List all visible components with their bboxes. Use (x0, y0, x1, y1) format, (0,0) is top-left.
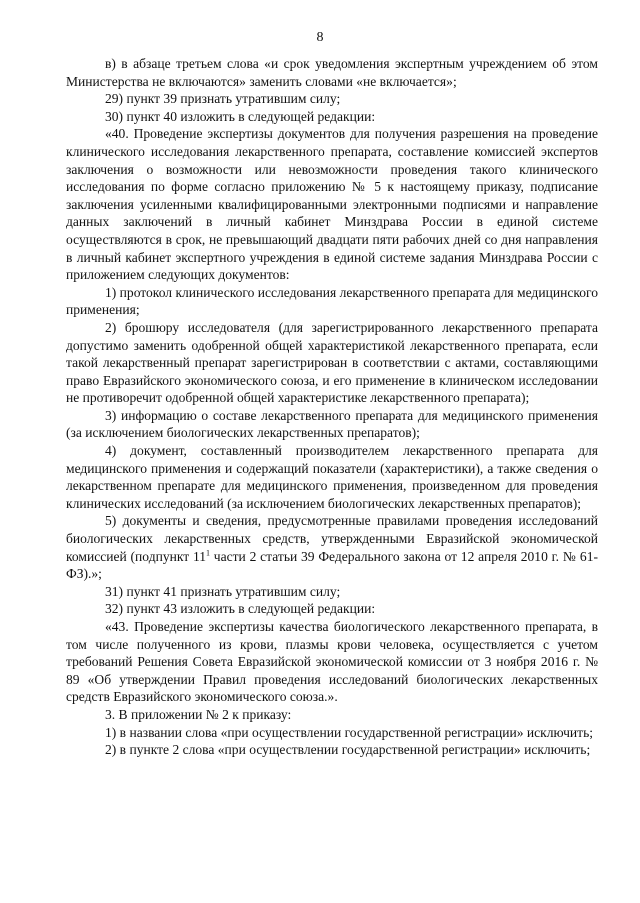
paragraph-section-3: 3. В приложении № 2 к приказу: (105, 706, 292, 722)
paragraph-item-30: 30) пункт 40 изложить в следующей редакции: (105, 108, 376, 124)
subitem-5-text-end: части 2 статьи 39 Федерального закона от 12 апреля 2010 г. № 61-ФЗ).»; (66, 548, 598, 582)
paragraph-section-3-item-2: 2) в пункте 2 слова «при осуществлении государственной регистрации» исключить; (105, 742, 591, 758)
paragraph-subitem-4: 4) документ, составленный производителем лекарственного препарата для медицинского применения и содержащий показатели (характеристики), а также сведения о лекарственном препарате для медицинского применения, произведенном для проведения клинических исследований (за исключением биологических лекарственных препаратов); (66, 443, 598, 511)
paragraph-item-32: 32) пункт 43 изложить в следующей редакции: (105, 601, 376, 617)
paragraph-item-31: 31) пункт 41 признать утратившим силу; (105, 583, 341, 599)
paragraph-subitem-5 (66, 512, 598, 582)
paragraph-section-3-item-1: 1) в названии слова «при осуществлении государственной регистрации» исключить; (105, 724, 594, 740)
page-number: 8 (316, 30, 324, 45)
paragraph-subitem-2: 2) брошюру исследователя (для зарегистрированного лекарственного препарата допустимо заменить одобренной общей характеристикой лекарственного препарата, если такой лекарственный препарат зарегистрирован в соответствии с актами, составляющими право Евразийского экономического союза, и его применение в клиническом исследовании не противоречит одобренной общей характеристике лекарственного препарата); (66, 319, 598, 406)
footnote-superscript: 1 (206, 548, 211, 558)
paragraph-subitem-3: 3) информацию о составе лекарственного препарата для медицинского применения (за исключением биологических лекарственных препаратов); (66, 407, 598, 441)
document-body (66, 55, 598, 759)
paragraph-subitem-1: 1) протокол клинического исследования лекарственного препарата для медицинского применения; (66, 284, 598, 318)
paragraph-item-29: 29) пункт 39 признать утратившим силу; (105, 91, 341, 107)
subitem-5-text-start: 5) документы и сведения, предусмотренные правилами проведения исследований биологических лекарственных средств, утвержденными Евразийской экономической комиссией (подпункт 11 (66, 513, 598, 564)
paragraph-point-40: «40. Проведение экспертизы документов для получения разрешения на проведение клинического исследования лекарственного препарата, составление комиссией экспертов заключения о возможности или невозможности проведения такого клинического исследования по форме согласно приложению № 5 к настоящему приказу, подписание заключения усиленными квалифицированными электронными подписями и направление данных заключений в личный кабинет Минздрава России в единой системе осуществляются в срок, не превышающий двадцати пяти рабочих дней со дня направления в личный кабинет экспертного учреждения в единой системе задания Минздрава России с приложением следующих документов: (66, 126, 598, 283)
paragraph-point-43: «43. Проведение экспертизы качества биологического лекарственного препарата, в том числе полученного из крови, плазмы крови человека, осуществляется с учетом требований Решения Совета Евразийской экономической комиссии от 3 ноября 2016 г. № 89 «Об утверждении Правил проведения исследований биологических лекарственных средств Евразийского экономического союза.». (66, 619, 598, 705)
paragraph-clause-v: в) в абзаце третьем слова «и срок уведомления экспертным учреждением об этом Министерства не включаются» заменить словами «не включается»; (66, 56, 598, 89)
